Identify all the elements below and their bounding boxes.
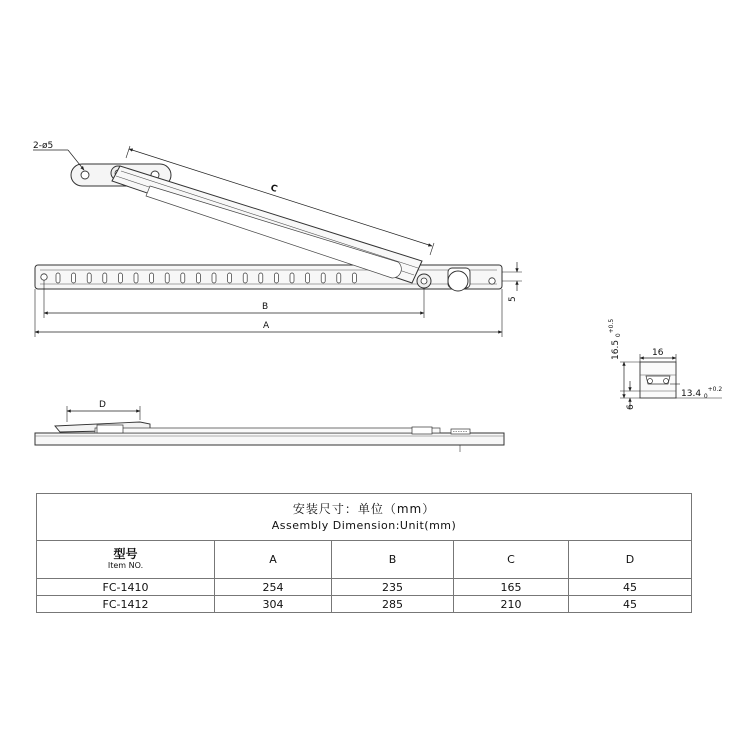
rail-slot [165,273,169,283]
dimension-5 [502,262,522,302]
svg-text:13.4 0 +0.2 [681,386,722,401]
header-b: B [332,541,454,579]
table-title [37,494,692,541]
rail-slot [118,273,122,283]
cell-b: 285 [332,596,454,613]
dim-b-label: B [262,302,269,312]
svg-text:16.5 0 +0.5 [608,319,623,360]
section-height-value: 16.5 [611,339,621,360]
header-c: C [454,541,569,579]
cell-a: 304 [215,596,332,613]
side-view [35,422,504,452]
cell-d: 45 [569,579,692,596]
section-height-tol-upper: +0.5 [608,318,615,334]
dim-c-label: C [269,183,279,195]
cross-section [640,362,676,398]
rail-slot [352,273,356,283]
section-small-height-label: 6 [626,404,636,410]
rail-slot [212,273,216,283]
rail-slot [196,273,200,283]
rail-slot [56,273,60,283]
section-width-label: 16 [652,348,664,358]
table-row [37,596,692,613]
rail-slot [321,273,325,283]
table-header-row [37,541,692,579]
rail-slot [243,273,247,283]
section-height-tol-lower: 0 [615,333,622,338]
rail-slot [103,273,107,283]
table-title-en: Assembly Dimension:Unit(mm) [271,518,457,532]
header-item-en: Item NO. [107,561,144,570]
rail-slot [306,273,310,283]
cell-d: 45 [569,596,692,613]
rail-slot [181,273,185,283]
header-d: D [569,541,692,579]
rail-slot [259,273,263,283]
table-title-cn: 安装尺寸：单位（mm） [292,501,436,516]
cell-b: 235 [332,579,454,596]
dimension-d [67,400,140,422]
section-inner-tol-upper: +0.2 [707,386,723,393]
cell-c: 165 [454,579,569,596]
header-a: A [215,541,332,579]
dim-a-label: A [263,321,270,331]
cell-item: FC-1412 [37,596,215,613]
rail-slot [290,273,294,283]
table-row [37,579,692,596]
header-item-cn: 型号 [113,547,138,561]
cell-a: 254 [215,579,332,596]
table-title-row [37,494,692,541]
header-item [37,541,215,579]
rail-slot [228,273,232,283]
hole-label: 2-ø5 [33,141,54,151]
rail-slot [150,273,154,283]
cell-c: 210 [454,596,569,613]
rail-slot [87,273,91,283]
dim-d-label: D [99,400,106,410]
section-inner-tol-lower: 0 [703,393,708,400]
rail-slot [274,273,278,283]
rail-slot [134,273,138,283]
rail-slot [72,273,76,283]
rail-slot [337,273,341,283]
top-view-rail [35,265,502,291]
assembly-dimension-table [36,493,692,613]
cell-item: FC-1410 [37,579,215,596]
section-inner-value: 13.4 [681,389,702,399]
dim-5-label: 5 [508,296,518,302]
